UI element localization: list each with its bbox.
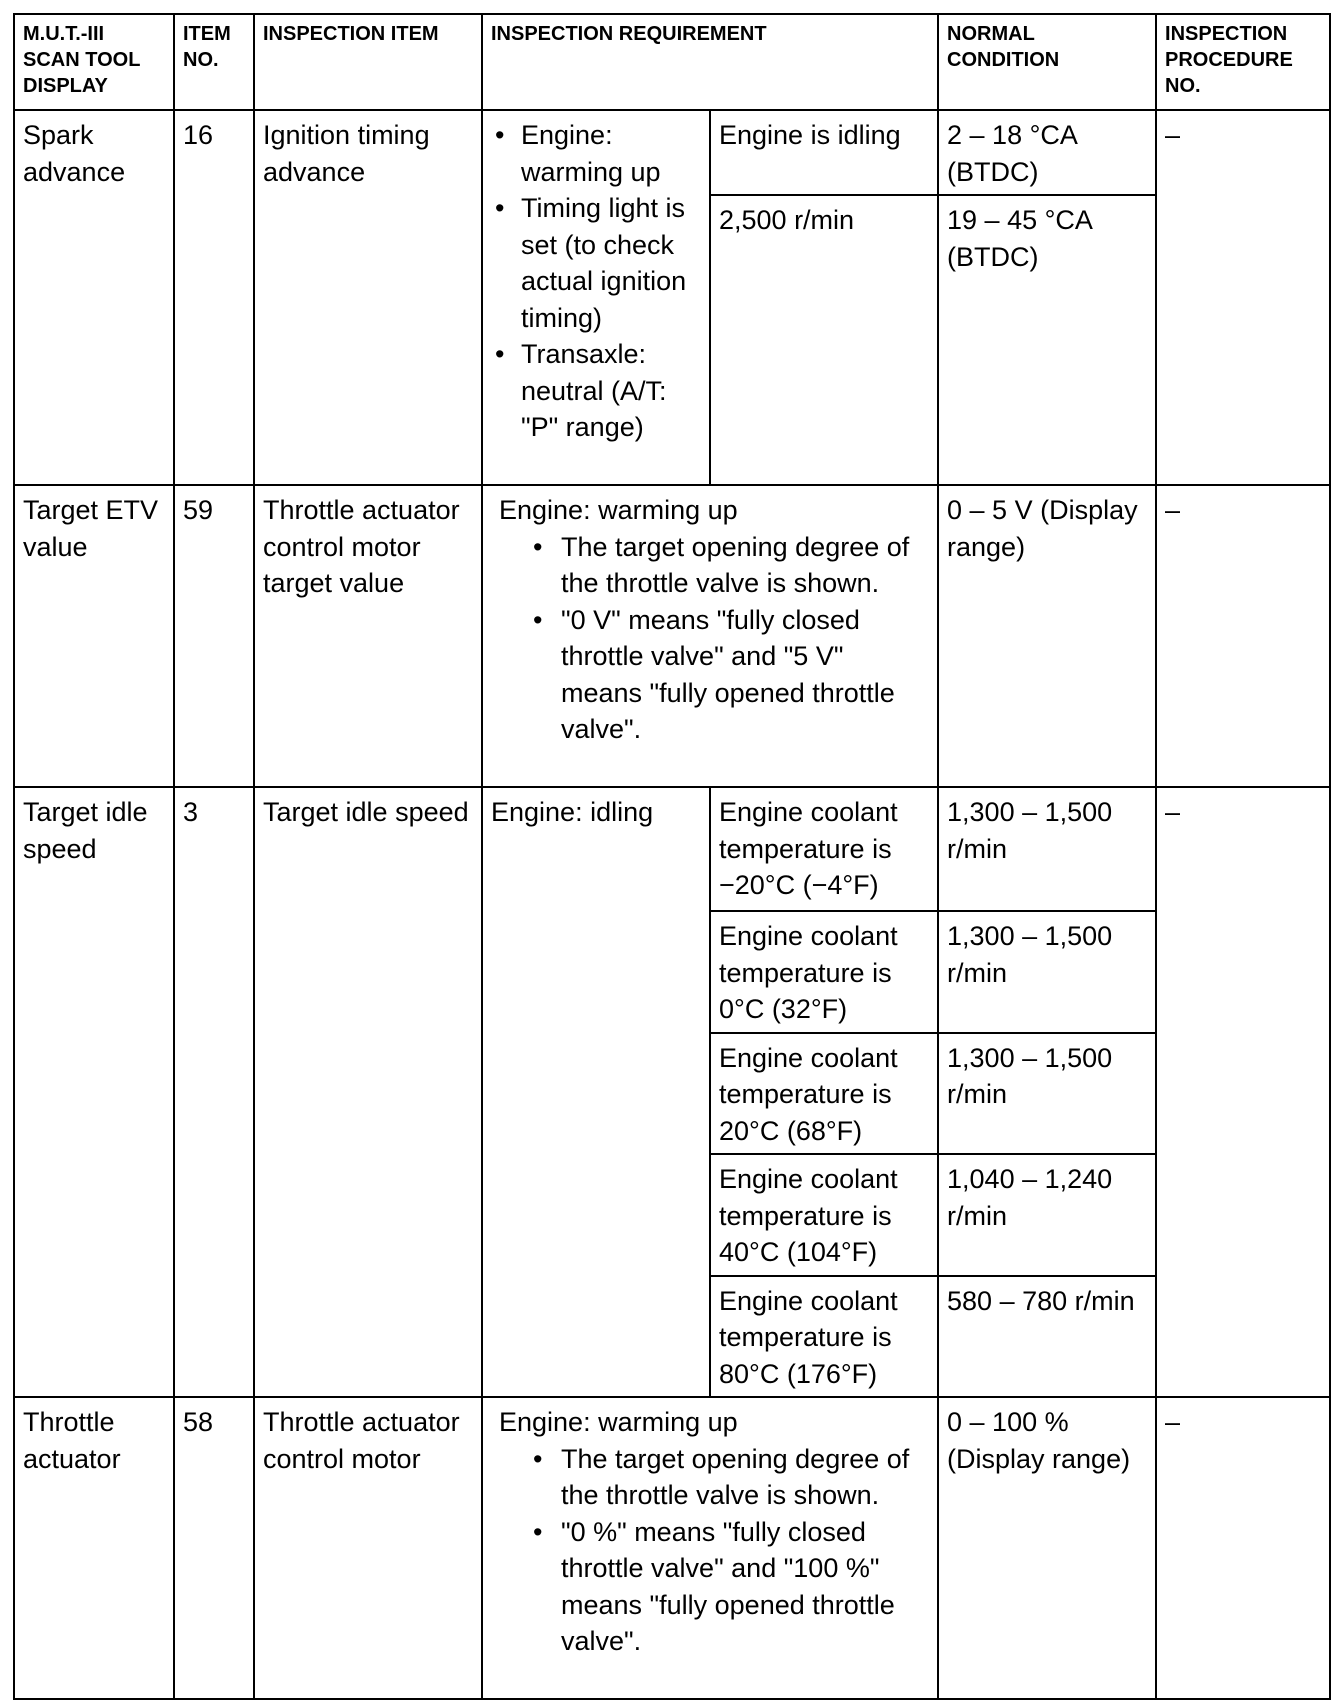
requirement-bullet: • "0 V" means "fully closed throttle valve" and "5 V" means "fully opened throttle valve". bbox=[561, 602, 929, 748]
header-inspection-item: INSPECTION ITEM bbox=[254, 14, 482, 110]
requirement-bullet: • "0 %" means "fully closed throttle valve" and "100 %" means "fully opened throttle valve". bbox=[561, 1514, 929, 1660]
cell-subcondition: Engine coolant temperature is 80°C (176°F) bbox=[710, 1276, 938, 1398]
row-target-idle-speed bbox=[14, 787, 1330, 911]
cell-requirement-conditions bbox=[482, 110, 710, 485]
row-throttle-actuator bbox=[14, 1397, 1330, 1699]
cell-requirement bbox=[482, 485, 938, 787]
cell-normal-condition: 1,300 – 1,500 r/min bbox=[938, 911, 1156, 1033]
cell-subcondition: Engine coolant temperature is 40°C (104°F) bbox=[710, 1154, 938, 1276]
requirement-title: Engine: warming up bbox=[499, 1407, 738, 1437]
cell-subcondition: Engine coolant temperature is 0°C (32°F) bbox=[710, 911, 938, 1033]
cell-procedure: – bbox=[1156, 1397, 1330, 1699]
header-row bbox=[14, 14, 1330, 110]
row-target-etv bbox=[14, 485, 1330, 787]
cell-item-no: 16 bbox=[174, 110, 254, 485]
cell-display: Target idle speed bbox=[14, 787, 174, 1397]
header-scan-tool-display: M.U.T.-III SCAN TOOL DISPLAY bbox=[14, 14, 174, 110]
cell-inspection-item: Throttle actuator control motor bbox=[254, 1397, 482, 1699]
condition-item: • Engine: warming up bbox=[521, 117, 701, 190]
cell-item-no: 3 bbox=[174, 787, 254, 1397]
cell-normal-condition: 19 – 45 °CA (BTDC) bbox=[938, 195, 1156, 485]
cell-subcondition: Engine is idling bbox=[710, 110, 938, 195]
cell-normal-condition: 1,040 – 1,240 r/min bbox=[938, 1154, 1156, 1276]
cell-requirement bbox=[482, 1397, 938, 1699]
cell-display: Target ETV value bbox=[14, 485, 174, 787]
condition-item: • Timing light is set (to check actual ignition timing) bbox=[521, 190, 701, 336]
cell-subcondition: 2,500 r/min bbox=[710, 195, 938, 485]
requirement-title: Engine: warming up bbox=[499, 495, 738, 525]
cell-procedure: – bbox=[1156, 787, 1330, 1397]
cell-procedure: – bbox=[1156, 110, 1330, 485]
cell-normal-condition: 1,300 – 1,500 r/min bbox=[938, 1033, 1156, 1155]
cell-procedure: – bbox=[1156, 485, 1330, 787]
cell-normal-condition: 0 – 100 % (Display range) bbox=[938, 1397, 1156, 1699]
cell-requirement: Engine: idling bbox=[482, 787, 710, 1397]
cell-normal-condition: 2 – 18 °CA (BTDC) bbox=[938, 110, 1156, 195]
cell-normal-condition: 580 – 780 r/min bbox=[938, 1276, 1156, 1398]
header-inspection-procedure: INSPECTION PROCEDURE NO. bbox=[1156, 14, 1330, 110]
row-spark-advance bbox=[14, 110, 1330, 195]
cell-display: Throttle actuator bbox=[14, 1397, 174, 1699]
requirement-bullet: • The target opening degree of the throttle valve is shown. bbox=[561, 529, 929, 602]
header-inspection-requirement: INSPECTION REQUIREMENT bbox=[482, 14, 938, 110]
cell-normal-condition: 0 – 5 V (Display range) bbox=[938, 485, 1156, 787]
cell-inspection-item: Ignition timing advance bbox=[254, 110, 482, 485]
cell-subcondition: Engine coolant temperature is 20°C (68°F) bbox=[710, 1033, 938, 1155]
cell-subcondition: Engine coolant temperature is −20°C (−4°F) bbox=[710, 787, 938, 911]
condition-item: • Transaxle: neutral (A/T: "P" range) bbox=[521, 336, 701, 446]
inspection-table bbox=[13, 13, 1331, 1700]
requirement-bullet: • The target opening degree of the throttle valve is shown. bbox=[561, 1441, 929, 1514]
header-normal-condition: NORMAL CONDITION bbox=[938, 14, 1156, 110]
cell-inspection-item: Target idle speed bbox=[254, 787, 482, 1397]
header-item-no: ITEM NO. bbox=[174, 14, 254, 110]
cell-inspection-item: Throttle actuator control motor target value bbox=[254, 485, 482, 787]
cell-display: Spark advance bbox=[14, 110, 174, 485]
cell-item-no: 58 bbox=[174, 1397, 254, 1699]
cell-normal-condition: 1,300 – 1,500 r/min bbox=[938, 787, 1156, 911]
cell-item-no: 59 bbox=[174, 485, 254, 787]
